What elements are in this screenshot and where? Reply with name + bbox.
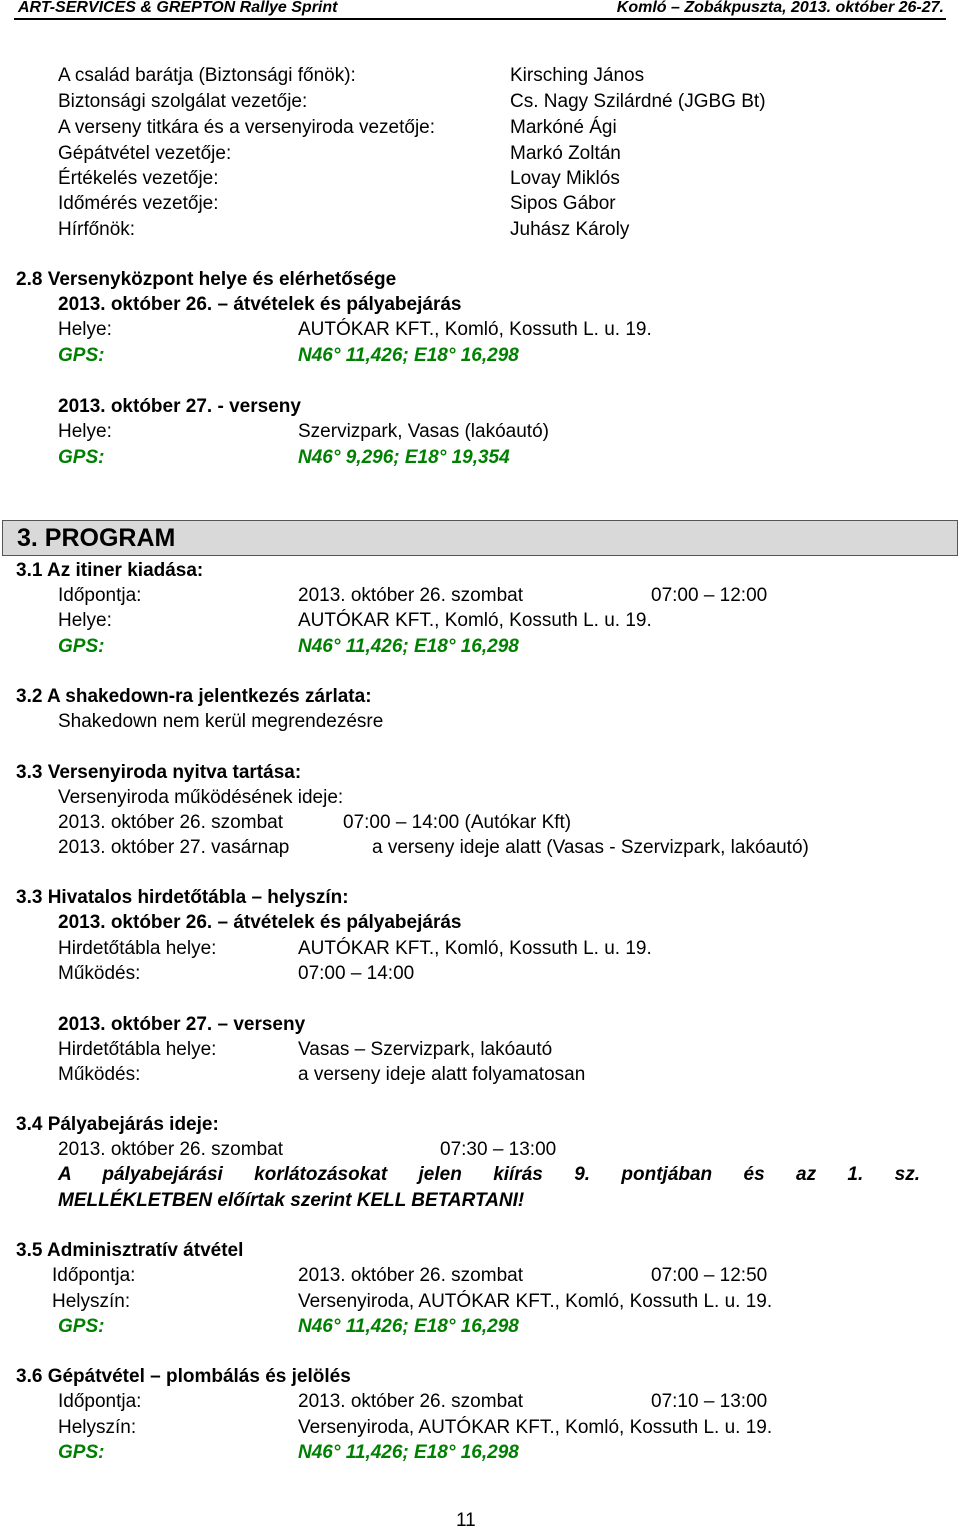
page-header — [14, 0, 946, 20]
time-label: Időpontja: — [58, 585, 142, 606]
official-name: Cs. Nagy Szilárdné (JGBG Bt) — [510, 91, 766, 112]
gps-value: N46° 11,426; E18° 16,298 — [298, 636, 519, 657]
gps-label: GPS: — [58, 447, 105, 468]
section-3-4-title: 3.4 Pályabejárás ideje: — [16, 1114, 219, 1135]
gps-value: N46° 11,426; E18° 16,298 — [298, 345, 519, 366]
section-3-3-title: 3.3 Versenyiroda nyitva tartása: — [16, 762, 302, 783]
warning-word: és — [743, 1164, 765, 1185]
board-date-2: 2013. október 27. – verseny — [58, 1014, 306, 1035]
warning-word: A — [58, 1164, 72, 1185]
gps-label: GPS: — [58, 1442, 105, 1463]
section-3-1-title: 3.1 Az itiner kiadása: — [16, 560, 204, 581]
time-label: Időpontja: — [52, 1265, 136, 1286]
warning-word: pályabejárási — [102, 1164, 223, 1185]
warning-word: korlátozásokat — [254, 1164, 388, 1185]
warning-word: az — [796, 1164, 817, 1185]
place-value: Versenyiroda, AUTÓKAR KFT., Komló, Kossuth L. u. 19. — [298, 1417, 773, 1438]
official-role: A család barátja (Biztonsági főnök): — [58, 65, 356, 86]
operation-value: a verseny ideje alatt folyamatosan — [298, 1064, 586, 1085]
gps-value: N46° 11,426; E18° 16,298 — [298, 1442, 519, 1463]
office-date: 2013. október 26. szombat — [58, 812, 283, 833]
place-value: AUTÓKAR KFT., Komló, Kossuth L. u. 19. — [298, 319, 652, 340]
official-role: Hírfőnök: — [58, 219, 136, 240]
section-3-3-subtitle: Versenyiroda működésének ideje: — [58, 787, 344, 808]
board-label: Hirdetőtábla helye: — [58, 938, 217, 959]
official-name: Lovay Miklós — [510, 168, 620, 189]
section-2-8-date-2: 2013. október 27. - verseny — [58, 396, 301, 417]
board-value: AUTÓKAR KFT., Komló, Kossuth L. u. 19. — [298, 938, 652, 959]
time-label: Időpontja: — [58, 1391, 142, 1412]
section-3-2-text: Shakedown nem kerül megrendezésre — [58, 711, 384, 732]
header-event-title: ART-SERVICES & GREPTON Rallye Sprint — [18, 0, 338, 16]
warning-word: jelen — [418, 1164, 462, 1185]
place-value: AUTÓKAR KFT., Komló, Kossuth L. u. 19. — [298, 610, 652, 631]
gps-label: GPS: — [58, 1316, 105, 1337]
operation-value: 07:00 – 14:00 — [298, 963, 415, 984]
official-role: Időmérés vezetője: — [58, 193, 219, 214]
section-3-5-title: 3.5 Adminisztratív átvétel — [16, 1240, 244, 1261]
date-value: 2013. október 26. szombat — [298, 585, 523, 606]
program-section-banner — [2, 520, 958, 556]
operation-label: Működés: — [58, 963, 141, 984]
time-value: 07:30 – 13:00 — [440, 1139, 557, 1160]
gps-value: N46° 9,296; E18° 19,354 — [298, 447, 510, 468]
warning-word: pontjában — [621, 1164, 713, 1185]
date-value: 2013. október 26. szombat — [298, 1265, 523, 1286]
place-label: Helyszín: — [52, 1291, 131, 1312]
board-label: Hirdetőtábla helye: — [58, 1039, 217, 1060]
place-value: Szervizpark, Vasas (lakóautó) — [298, 421, 549, 442]
office-hours: 07:00 – 14:00 (Autókar Kft) — [343, 812, 572, 833]
official-name: Juhász Károly — [510, 219, 630, 240]
board-value: Vasas – Szervizpark, lakóautó — [298, 1039, 553, 1060]
warning-line-2: MELLÉKLETBEN előírtak szerint KELL BETARTANI! — [58, 1190, 525, 1211]
section-2-8-date-1: 2013. október 26. – átvételek és pályabejárás — [58, 294, 462, 315]
gps-label: GPS: — [58, 636, 105, 657]
official-name: Markó Zoltán — [510, 143, 621, 164]
section-2-8-title: 2.8 Versenyközpont helye és elérhetősége — [16, 269, 397, 290]
official-name: Sipos Gábor — [510, 193, 616, 214]
office-date: 2013. október 27. vasárnap — [58, 837, 290, 858]
time-value: 07:10 – 13:00 — [651, 1391, 768, 1412]
official-role: Gépátvétel vezetője: — [58, 143, 232, 164]
official-name: Markóné Ági — [510, 117, 617, 138]
board-date-1: 2013. október 26. – átvételek és pályabejárás — [58, 912, 462, 933]
warning-word: 1. — [847, 1164, 864, 1185]
place-label: Helyszín: — [58, 1417, 137, 1438]
operation-label: Működés: — [58, 1064, 141, 1085]
place-label: Helye: — [58, 319, 112, 340]
warning-word: kiírás — [493, 1164, 543, 1185]
place-label: Helye: — [58, 421, 112, 442]
official-role: Biztonsági szolgálat vezetője: — [58, 91, 308, 112]
section-3-2-title: 3.2 A shakedown-ra jelentkezés zárlata: — [16, 686, 372, 707]
time-value: 07:00 – 12:00 — [651, 585, 768, 606]
official-role: A verseny titkára és a versenyiroda vezetője: — [58, 117, 436, 138]
place-label: Helye: — [58, 610, 112, 631]
page-number: 11 — [456, 1510, 476, 1531]
gps-label: GPS: — [58, 345, 105, 366]
warning-word: sz. — [894, 1164, 920, 1185]
time-value: 07:00 – 12:50 — [651, 1265, 768, 1286]
header-event-date: Komló – Zobákpuszta, 2013. október 26-27. — [616, 0, 944, 16]
official-role: Értékelés vezetője: — [58, 168, 219, 189]
section-3-6-title: 3.6 Gépátvétel – plombálás és jelölés — [16, 1366, 351, 1387]
warning-line-1 — [58, 1163, 920, 1187]
official-name: Kirsching János — [510, 65, 645, 86]
section-3-3b-title: 3.3 Hivatalos hirdetőtábla – helyszín: — [16, 887, 349, 908]
office-hours: a verseny ideje alatt (Vasas - Szervizpark, lakóautó) — [372, 837, 809, 858]
date-value: 2013. október 26. szombat — [58, 1139, 283, 1160]
date-value: 2013. október 26. szombat — [298, 1391, 523, 1412]
program-title: 3. PROGRAM — [17, 524, 176, 552]
gps-value: N46° 11,426; E18° 16,298 — [298, 1316, 519, 1337]
warning-word: 9. — [574, 1164, 591, 1185]
place-value: Versenyiroda, AUTÓKAR KFT., Komló, Kossuth L. u. 19. — [298, 1291, 773, 1312]
